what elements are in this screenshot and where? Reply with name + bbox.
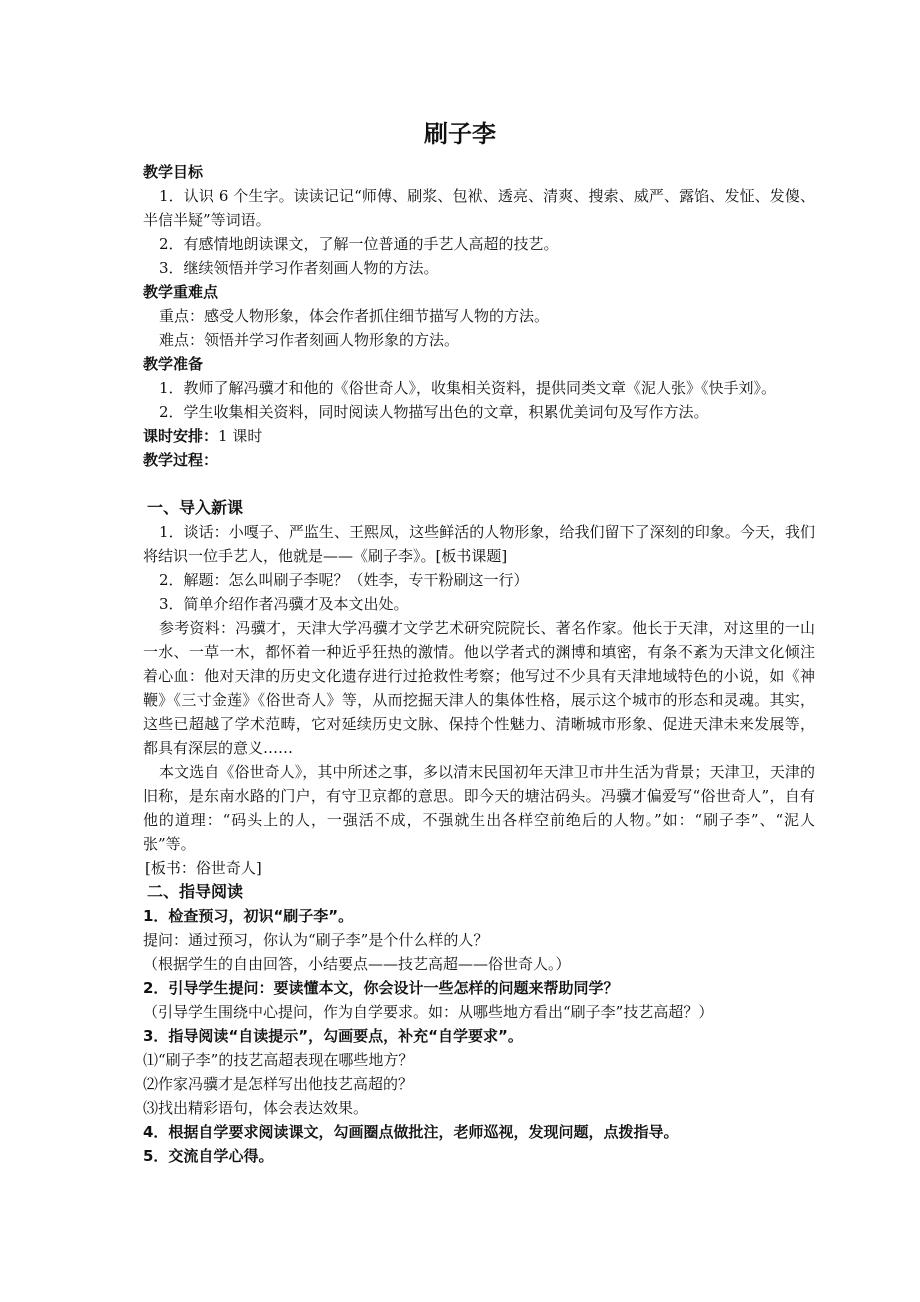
page-title: 刷子李 [424, 120, 496, 148]
section1-source: 本文选自《俗世奇人》，其中所述之事，多以清末民国初年天津卫市井生活为背景；天津卫，天津的旧称，是东南水路的门户，有守卫京都的意思。即今天的塘沽码头。冯骥才偏爱写“俗世奇人”，自有他的道理：“码头上的人，一强活不成，不强就生出各样空前绝后的人物。”如：“刷子李”、“泥人张”等。 [143, 763, 815, 853]
section1-item-3: 3．简单介绍作者冯骥才及本文出处。 [159, 595, 409, 613]
goals-item-2: 2．有感情地朗读课文，了解一位普通的手艺人高超的技艺。 [159, 235, 559, 253]
section2-answer2: （引导学生围绕中心提问，作为自学要求。如：从哪些地方看出“刷子李”技艺高超？） [143, 1003, 714, 1021]
document-body [143, 160, 815, 1168]
section1-board-note: [板书：俗世奇人] [145, 859, 262, 877]
section1-item-2: 2．解题：怎么叫刷子李呢？（姓李，专干粉刷这一行） [159, 571, 529, 589]
section2-step2: 2．引导学生提问：要读懂本文，你会设计一些怎样的问题来帮助同学？ [143, 979, 619, 997]
keypoints-item-2: 难点：领悟并学习作者刻画人物形象的方法。 [159, 331, 460, 349]
prep-item-1: 1．教师了解冯骥才和他的《俗世奇人》，收集相关资料，提供同类文章《泥人张》《快手刘》。 [159, 379, 777, 397]
section2-question1: 提问：通过预习，你认为“刷子李”是个什么样的人？ [143, 931, 489, 949]
goals-item-1: 1．认识 6 个生字。读读记记“师傅、刷浆、包袱、透亮、清爽、搜索、威严、露馅、发怔、发傻、半信半疑”等词语。 [143, 187, 815, 229]
section1-item-1: 1．谈话：小嘎子、严监生、王熙凤，这些鲜活的人物形象，给我们留下了深刻的印象。今天，我们将结识一位手艺人，他就是——《刷子李》。[板书课题] [143, 523, 815, 565]
section2-answer1: （根据学生的自由回答，小结要点——技艺高超——俗世奇人。） [143, 955, 571, 973]
goals-heading: 教学目标 [143, 163, 204, 181]
keypoints-item-1: 重点：感受人物形象，体会作者抓住细节描写人物的方法。 [159, 307, 550, 325]
section2-step3: 3．指导阅读“自读提示”，勾画要点，补充“自学要求”。 [143, 1027, 523, 1045]
section2-step5: 5．交流自学心得。 [143, 1147, 274, 1165]
prep-item-2: 2．学生收集相关资料，同时阅读人物描写出色的文章，积累优美词句及写作方法。 [159, 403, 709, 421]
section1-heading: 一、导入新课 [147, 498, 244, 517]
section2-sub-3: ⑶找出精彩语句，体会表达效果。 [143, 1099, 369, 1117]
section1-reference: 参考资料：冯骥才，天津大学冯骥才文学艺术研究院院长、著名作家。他长于天津，对这里的一山一水、一草一木，都怀着一种近乎狂热的激情。他以学者式的渊博和填密，有条不紊为天津文化倾注着心血：他对天津的历史文化遗存进行过抢救性考察；他写过不少具有天津地域特色的小说，如《神鞭》《三寸金莲》《俗世奇人》等，从而挖掘天津人的集体性格，展示这个城市的形态和灵魂。其实，这些已超越了学术范畴，它对延续历史文脉、保持个性魅力、清晰城市形象、促进天津未来发展等，都具有深层的意义…… [143, 619, 815, 757]
schedule-line [143, 424, 815, 448]
section2-sub-1: ⑴“刷子李”的技艺高超表现在哪些地方？ [143, 1051, 414, 1069]
process-heading: 教学过程： [143, 451, 219, 469]
section2-step4: 4．根据自学要求阅读课文，勾画圈点做批注，老师巡视，发现问题，点拨指导。 [143, 1123, 679, 1141]
section2-sub-2: ⑵作家冯骥才是怎样写出他技艺高超的？ [143, 1075, 414, 1093]
goals-item-3: 3．继续领悟并学习作者刻画人物的方法。 [159, 259, 439, 277]
prep-heading: 教学准备 [143, 355, 204, 373]
schedule-label: 课时安排： [143, 427, 219, 445]
keypoints-heading: 教学重难点 [143, 283, 219, 301]
schedule-value: 1 课时 [218, 427, 263, 445]
section2-heading: 二、指导阅读 [147, 882, 244, 901]
section2-step1: 1．检查预习，初识“刷子李”。 [143, 907, 354, 925]
